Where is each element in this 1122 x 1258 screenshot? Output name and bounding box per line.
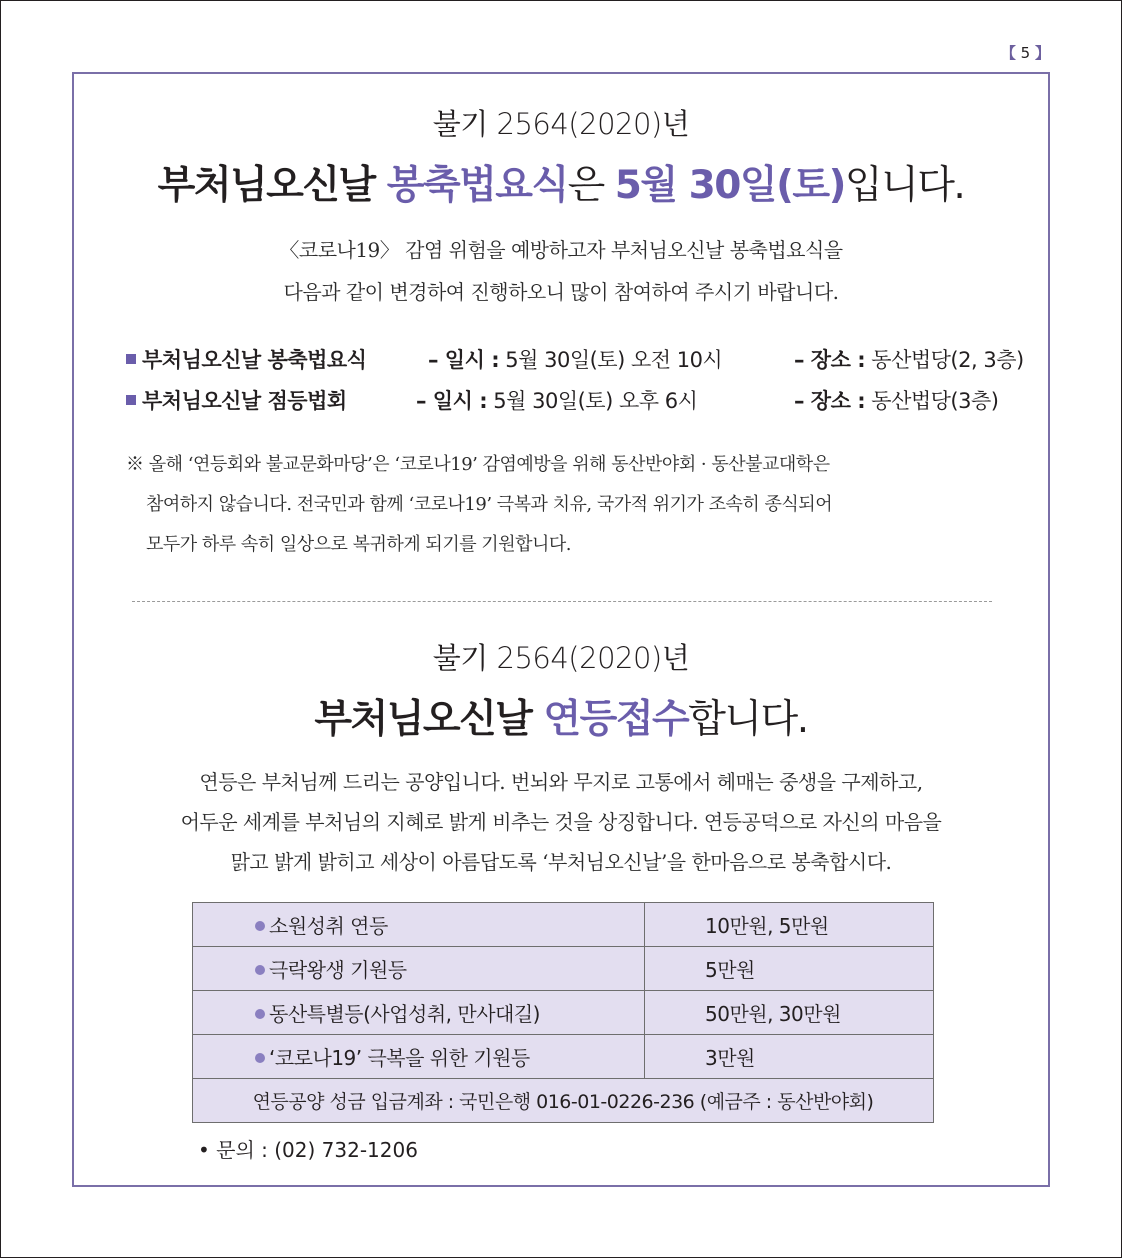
table-row: 동산특별등(사업성취, 만사대길) 50만원, 30만원 [193, 991, 934, 1035]
table-row: 소원성취 연등 10만원, 5만원 [193, 903, 934, 947]
notice-box: 불기 2564(2020)년 부처님오신날 봉축법요식은 5월 30일(토)입니다. 〈코로나19〉 감염 위험을 예방하고자 부처님오신날 봉축법요식을 다음과 같이 변경하여 진행하오니 많이 참여하여 주시기 바랍니다. 부처님오신날 봉축법요식 – 일시 : 5월 30일(토) 오전 10시 – 장소 : 동산법당(2, 3층) 부처님오신날 점등법회 – 일시 : 5월 30일(토) 오후 6시 – 장소 : 동산법당(3층) ※ 올해 ‘연등회와 불교문화마당’은 ‘코로나19’ 감염예방을 위해 동산반야회 · 동산불교대학은 참여하지 않습니다. 전국민과 함께 ‘코로나19’ 극복과 치유, 국가적 위기가 조속히 종식되어 모두가 하루 속히 일상으로 복귀하게 되기를 기원합니다. 불기 2564(2020)년 부처님오신날 연등접수합니다. 연등은 부처님께 드리는 공양입니다. 번뇌와 무지로 고통에서 헤매는 중생을 구제하고, 어두운 세계를 부처님의 지혜로 밝게 비추는 것을 상징합니다. 연등공덕으로 자신의 마음을 맑고 밝게 밝히고 세상이 아름답도록 ‘부처님오신날’을 한마음으로 봉축합시다. 소원성취 연등 10만원, 5만원 극락왕생 기원등 5만원 동산특별등(사업성취, 만사대길) 50만원, 30만원 ‘코로나19’ 극복을 위한 기원등 3만원 연등공양 성금 입금계좌 : 국민은행 016-01-0226-236 (예금주 : 동산반야회) • 문의 : (02) 732-1206 [72, 72, 1050, 1187]
inquiry-phone: • 문의 : (02) 732-1206 [198, 1138, 418, 1162]
note-line: 참여하지 않습니다. 전국민과 함께 ‘코로나19’ 극복과 치유, 국가적 위기가 조속히 종식되어 [146, 494, 833, 515]
section1-headline: 부처님오신날 봉축법요식은 5월 30일(토)입니다. [157, 163, 965, 208]
circle-bullet-icon [255, 1053, 265, 1063]
section2-intro [74, 762, 1048, 882]
circle-bullet-icon [255, 921, 265, 931]
section2-year: 불기 2564(2020)년 [432, 641, 690, 675]
intro-line: 어두운 세계를 부처님의 지혜로 밝게 비추는 것을 상징합니다. 연등공덕으로 자신의 마음을 [180, 810, 942, 834]
circle-bullet-icon [255, 965, 265, 975]
section2-headline: 부처님오신날 연등접수합니다. [314, 697, 808, 742]
intro-line: 맑고 밝게 밝히고 세상이 아름답도록 ‘부처님오신날’을 한마음으로 봉축합시다. [230, 850, 892, 874]
table-row-account [193, 1079, 934, 1123]
page-number: 【 5 】 [1000, 44, 1050, 62]
circle-bullet-icon [255, 1009, 265, 1019]
bank-account-info: 연등공양 성금 입금계좌 : 국민은행 016-01-0226-236 (예금주 : 동산반야회) [193, 1079, 934, 1123]
table-row: 극락왕생 기원등 5만원 [193, 947, 934, 991]
square-bullet-icon [126, 354, 136, 364]
square-bullet-icon [126, 395, 136, 405]
lantern-fee-table [192, 902, 934, 1123]
section1-note [126, 445, 1006, 565]
table-row: ‘코로나19’ 극복을 위한 기원등 3만원 [193, 1035, 934, 1079]
note-line: ※ 올해 ‘연등회와 불교문화마당’은 ‘코로나19’ 감염예방을 위해 동산반야회 · 동산불교대학은 [126, 454, 830, 475]
intro-line: 〈코로나19〉 감염 위험을 예방하고자 부처님오신날 봉축법요식을 [279, 238, 843, 262]
intro-line: 다음과 같이 변경하여 진행하오니 많이 참여하여 주시기 바랍니다. [283, 280, 839, 304]
section1-year: 불기 2564(2020)년 [432, 107, 690, 141]
dashed-divider [132, 601, 992, 602]
intro-line: 연등은 부처님께 드리는 공양입니다. 번뇌와 무지로 고통에서 헤매는 중생을 구제하고, [199, 770, 923, 794]
section1-intro [74, 229, 1048, 313]
note-line: 모두가 하루 속히 일상으로 복귀하게 되기를 기원합니다. [146, 534, 571, 555]
